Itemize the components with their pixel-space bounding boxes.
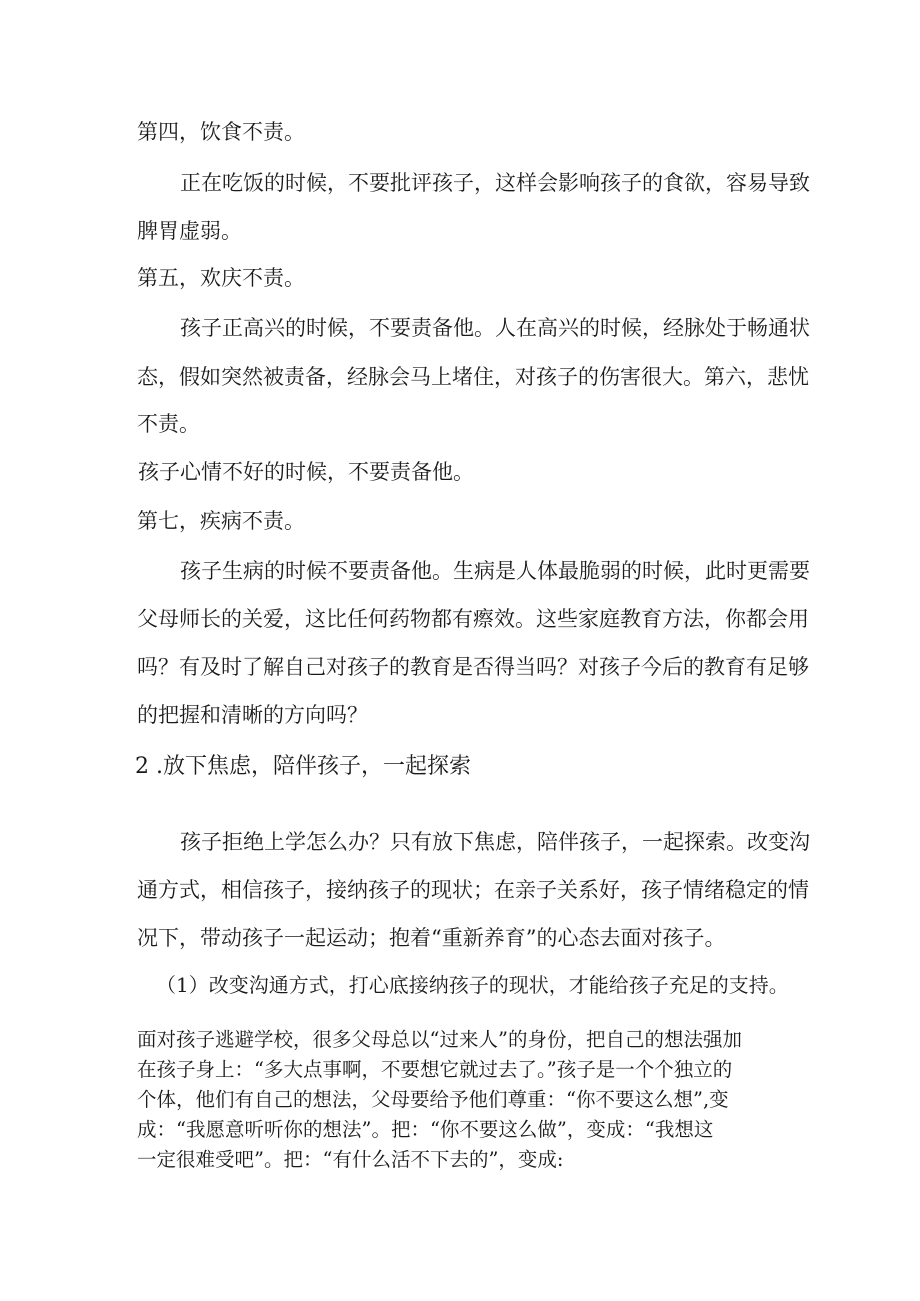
paragraph-line: 不责。 <box>137 412 200 436</box>
paragraph-line: 面对孩子逃避学校，很多父母总以“过来人”的身份，把自己的想法强加 <box>137 1028 742 1051</box>
section-heading-5: 第五，欢庆不责。 <box>137 266 305 290</box>
paragraph-line: 正在吃饭的时候，不要批评孩子，这样会影响孩子的食欲，容易导致 <box>180 171 810 195</box>
section-heading-7: 第七，疾病不责。 <box>137 509 305 533</box>
paragraph-line: 成：“我愿意听听你的想法”。把：“你不要这么做”，变成：“我想这 <box>137 1118 714 1141</box>
paragraph-line: 在孩子身上：“多大点事啊，不要想它就过去了。”孩子是一个个独立的 <box>137 1058 733 1081</box>
section-heading-4: 第四，饮食不责。 <box>137 120 305 144</box>
paragraph-line: 通方式，相信孩子，接纳孩子的现状；在亲子关系好，孩子情绪稳定的情 <box>137 878 809 902</box>
subsection-title-1: （1）改变沟通方式，打心底接纳孩子的现状，才能给孩子充足的支持。 <box>156 973 789 997</box>
paragraph-line: 父母师长的关爱，这比任何药物都有瘵效。这些家庭教育方法，你都会用 <box>137 607 809 631</box>
paragraph-line: 态，假如突然被责备，经脉会马上堵住，对孩子的伤害很大。第六，悲忧 <box>137 365 809 389</box>
paragraph-line: 孩子正高兴的时候，不要责备他。人在高兴的时候，经脉处于畅通状 <box>180 316 810 340</box>
paragraph-line: 况下，带动孩子一起运动；抱着“重新养育”的心态去面对孩子。 <box>137 926 726 950</box>
paragraph-line: 脾胃虚弱。 <box>137 219 242 243</box>
section-title-2: 2 .放下焦虑，陪伴孩子，一起探索 <box>135 754 471 779</box>
paragraph-line: 孩子生病的时候不要责备他。生病是人体最脆弱的时候，此时更需要 <box>180 559 810 583</box>
paragraph-line: 一定很难受吧”。把：“有什么活不下去的”，变成: <box>137 1148 564 1171</box>
paragraph-line: 个体，他们有自己的想法，父母要给予他们尊重：“你不要这么想”,变 <box>137 1088 729 1111</box>
paragraph-line: 孩子拒绝上学怎么办？只有放下焦虑，陪伴孩子，一起探索。改变沟 <box>180 830 810 854</box>
paragraph-line: 孩子心情不好的时候，不要责备他。 <box>138 460 474 484</box>
paragraph-line: 的把握和清晰的方向吗？ <box>137 703 368 727</box>
paragraph-line: 吗？有及时了解自己对孩子的教育是否得当吗？对孩子今后的教育有足够 <box>137 655 809 679</box>
